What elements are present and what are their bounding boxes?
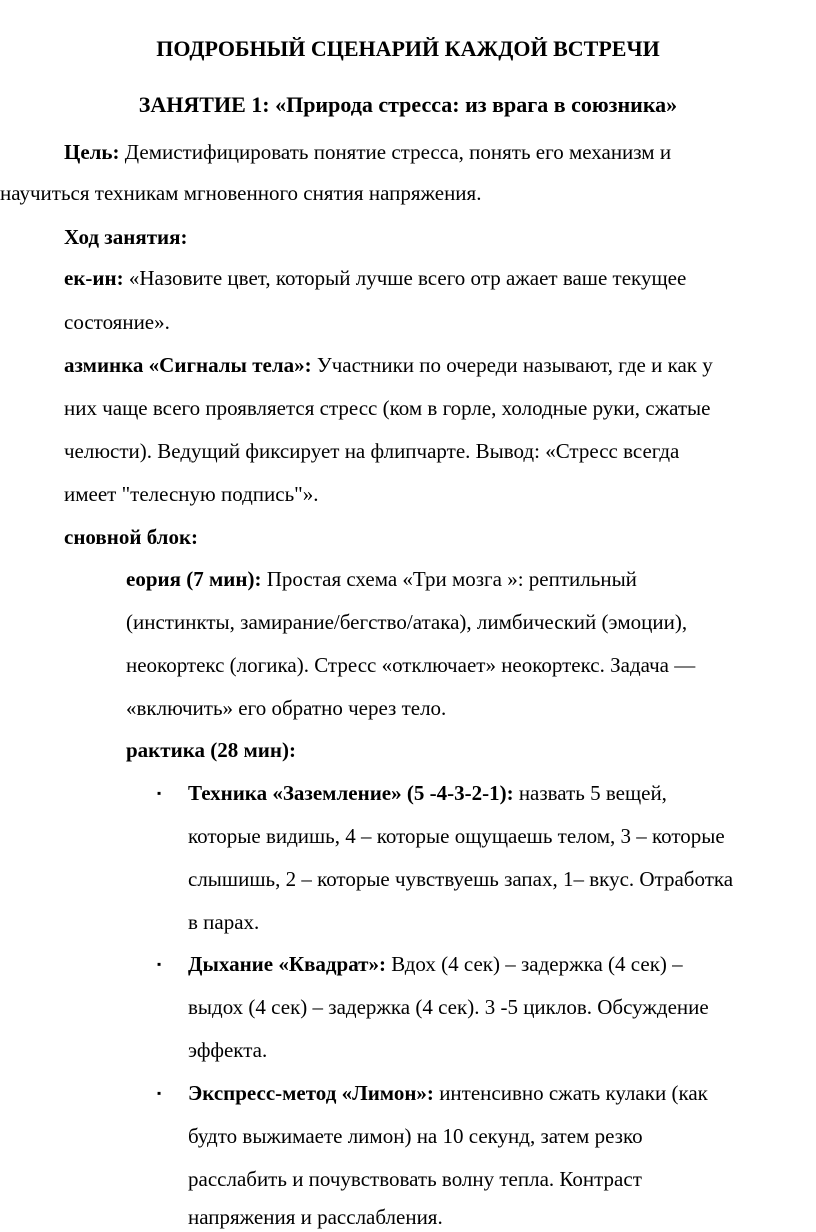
theory-text-2: (инстинкты, замирание/бегство/атака), лимбический (эмоции), xyxy=(126,610,688,634)
theory-text-4: «включить» его обратно через тело. xyxy=(126,696,447,720)
practice-item-2-text-3: эффекта. xyxy=(188,1038,268,1062)
theory-label: еория (7 мин): xyxy=(126,567,262,591)
goal-label: Цель: xyxy=(64,140,120,164)
warmup-text-3: челюсти). Ведущий фиксирует на флипчарте. Вывод: «Стресс всегда xyxy=(64,439,680,463)
practice-item-3-text-1: интенсивно сжать кулаки (как xyxy=(433,1081,708,1105)
bullet-icon: ▪ xyxy=(157,957,162,971)
practice-item-2-line-1 xyxy=(188,951,683,977)
practice-item-2-label: Дыхание «Квадрат»: xyxy=(188,952,386,976)
goal-text-1: Демистифицировать понятие стресса, понять его механизм и xyxy=(119,140,672,164)
lesson-title: ЗАНЯТИЕ 1: «Природа стресса: из врага в союзника» xyxy=(138,92,678,117)
theory-text-3: неокортекс (логика). Стресс «отключает» неокортекс. Задача — xyxy=(126,653,696,677)
warmup-text-2: них чаще всего проявляется стресс (ком в горле, холодные руки, сжатые xyxy=(64,396,711,420)
checkin-line-1 xyxy=(64,265,686,291)
warmup-text-1: Участники по очереди называют, где и как у xyxy=(311,353,713,377)
practice-item-3-line-1 xyxy=(188,1080,708,1106)
checkin-text-1: «Назовите цвет, который лучше всего отр ажает ваше текущее xyxy=(123,266,687,290)
warmup-line-1 xyxy=(64,352,713,378)
bullet-icon: ▪ xyxy=(157,1086,162,1100)
practice-item-3-text-2: будто выжимаете лимон) на 10 секунд, затем резко xyxy=(188,1124,643,1148)
practice-item-1-text-1: назвать 5 вещей, xyxy=(513,781,667,805)
practice-item-1-line-1 xyxy=(188,780,667,806)
course-heading: Ход занятия: xyxy=(64,225,188,249)
practice-item-1-label: Техника «Заземление» (5 -4-3-2-1): xyxy=(188,781,514,805)
practice-item-1-text-2: которые видишь, 4 – которые ощущаешь телом, 3 – которые xyxy=(188,824,725,848)
theory-text-1: Простая схема «Три мозга »: рептильный xyxy=(261,567,637,591)
goal-text-2: научиться техникам мгновенного снятия напряжения. xyxy=(0,181,482,205)
goal-line-1 xyxy=(64,139,671,165)
practice-item-3-text-4: напряжения и расслабления. xyxy=(188,1205,443,1229)
main-block-heading: сновной блок: xyxy=(64,525,199,549)
practice-item-3-label: Экспресс-метод «Лимон»: xyxy=(188,1081,434,1105)
warmup-text-4: имеет "телесную подпись"». xyxy=(64,482,319,506)
practice-item-1-text-3: слышишь, 2 – которые чувствуешь запах, 1– вкус. Отработка xyxy=(188,867,734,891)
theory-line-1 xyxy=(126,566,637,592)
document-title: ПОДРОБНЫЙ СЦЕНАРИЙ КАЖДОЙ ВСТРЕЧИ xyxy=(156,36,660,61)
bullet-icon: ▪ xyxy=(157,786,162,800)
practice-item-2-text-2: выдох (4 сек) – задержка (4 сек). 3 -5 циклов. Обсуждение xyxy=(188,995,709,1019)
practice-item-2-text-1: Вдох (4 сек) – задержка (4 сек) – xyxy=(385,952,683,976)
practice-heading: рактика (28 мин): xyxy=(126,738,296,762)
practice-item-3-text-3: расслабить и почувствовать волну тепла. Контраст xyxy=(188,1167,642,1191)
checkin-text-2: состояние». xyxy=(64,310,170,334)
checkin-label: ек-ин: xyxy=(64,266,124,290)
practice-item-1-text-4: в парах. xyxy=(188,910,260,934)
warmup-label: азминка «Сигналы тела»: xyxy=(64,353,312,377)
